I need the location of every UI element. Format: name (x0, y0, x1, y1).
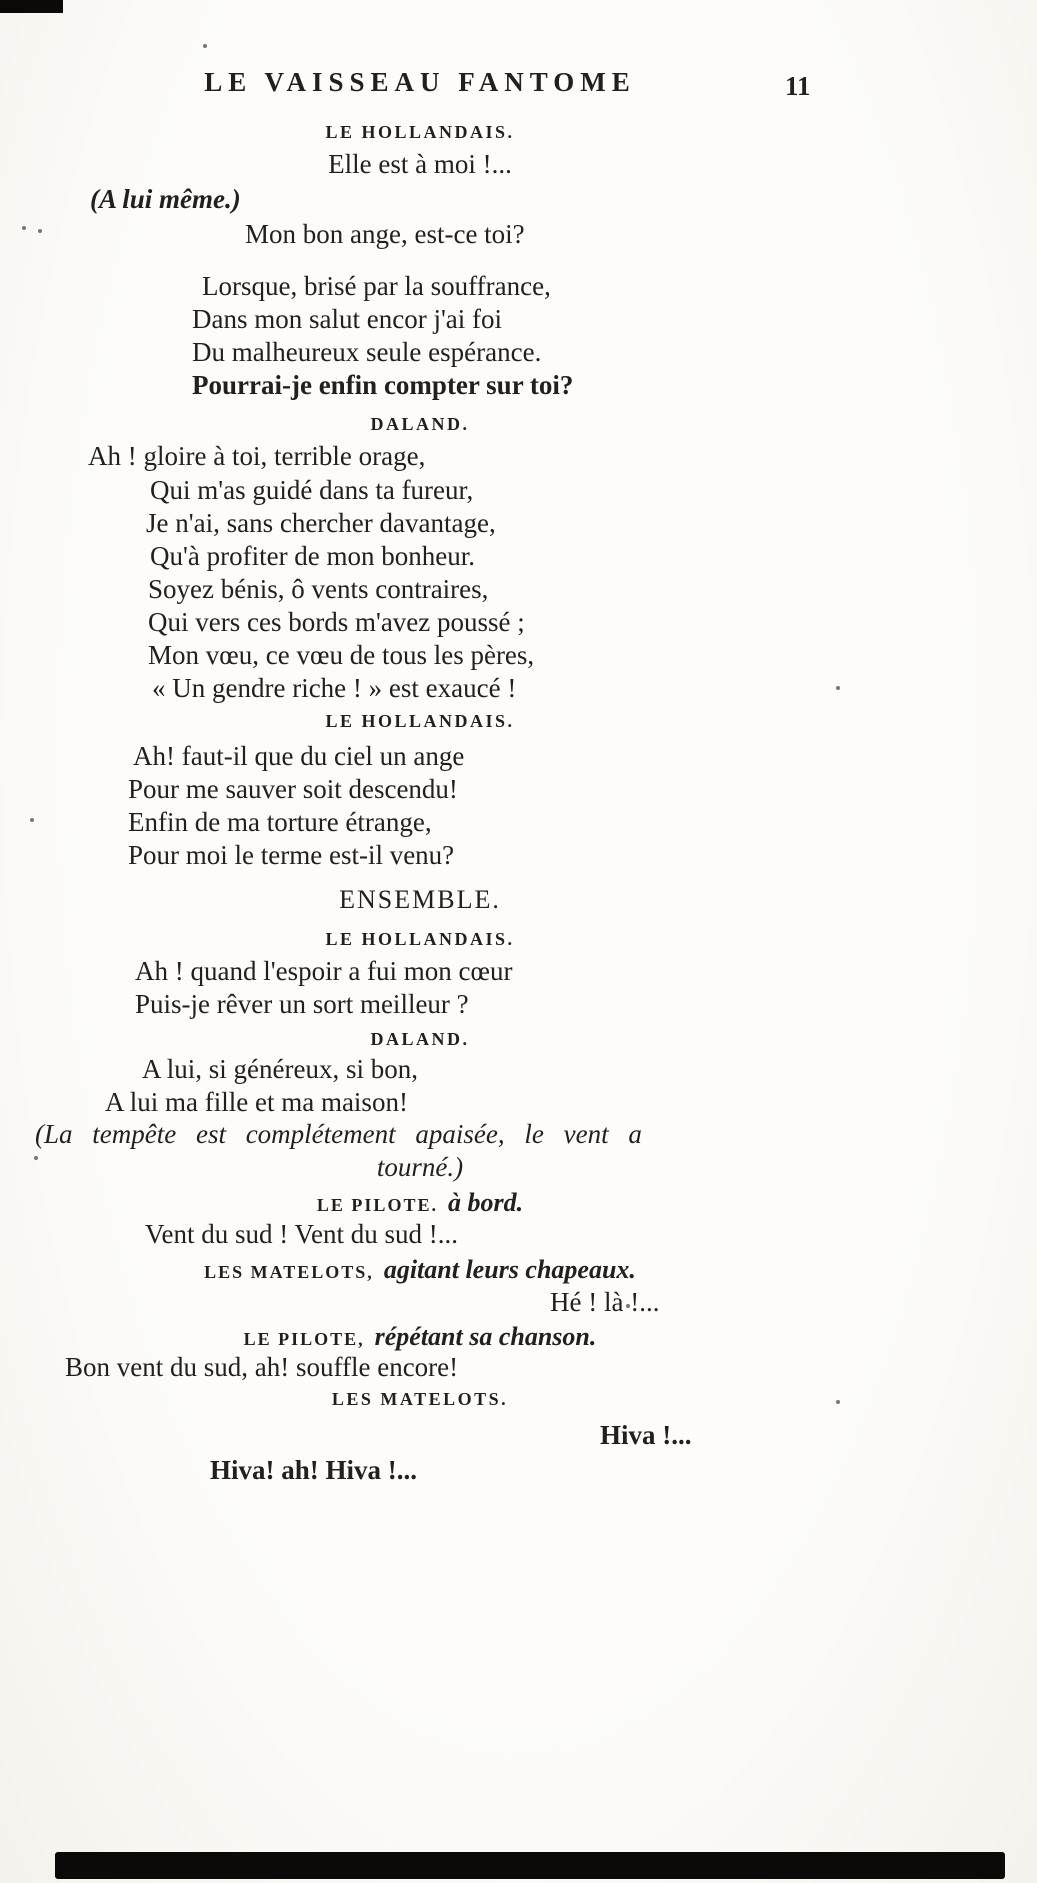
stage-direction: (La tempête est complétement apaisée, le vent a (35, 1119, 642, 1149)
verse-line: A lui ma fille et ma maison! (105, 1087, 408, 1117)
verse-line: Bon vent du sud, ah! souffle encore! (65, 1352, 459, 1382)
verse-line: « Un gendre riche ! » est exaucé ! (152, 673, 517, 703)
page-content (30, 0, 810, 1883)
speaker-heading: DALAND. (370, 414, 470, 434)
verse-line: Du malheureux seule espérance. (192, 337, 542, 367)
page-number: 11 (785, 71, 811, 101)
verse-line: Je n'ai, sans chercher davantage, (146, 508, 496, 538)
speaker-name: LES MATELOTS, (204, 1262, 374, 1282)
verse-line: Qu'à profiter de mon bonheur. (150, 541, 476, 571)
speaker-heading: LE HOLLANDAIS. (325, 122, 515, 142)
verse-line: Soyez bénis, ô vents contraires, (148, 574, 489, 604)
speaker-heading: LE HOLLANDAIS. (325, 711, 515, 731)
verse-line: Pour me sauver soit descendu! (128, 774, 458, 804)
verse-line: Ah ! gloire à toi, terrible orage, (88, 441, 426, 471)
speaker-heading (30, 1320, 810, 1352)
stage-direction: à bord. (447, 1188, 524, 1217)
scan-speck (22, 226, 26, 230)
verse-line: Pour moi le terme est-il venu? (128, 840, 455, 870)
verse-line: Vent du sud ! Vent du sud !... (145, 1219, 458, 1249)
verse-line: Hé ! là !... (550, 1287, 660, 1317)
verse-line: Mon vœu, ce vœu de tous les pères, (148, 640, 535, 670)
speaker-heading (30, 1186, 810, 1218)
scan-speck (836, 1400, 840, 1404)
stage-direction: (A lui même.) (90, 184, 241, 214)
scan-speck (836, 686, 840, 690)
stage-direction: tourné.) (376, 1152, 464, 1182)
verse-line: Lorsque, brisé par la souffrance, (202, 271, 551, 301)
verse-line: Qui vers ces bords m'avez poussé ; (148, 607, 525, 637)
verse-line: Enfin de ma torture étrange, (128, 807, 432, 837)
stage-direction: agitant leurs chapeaux. (383, 1255, 636, 1284)
section-heading: ENSEMBLE. (339, 885, 501, 914)
verse-line: Hiva !... (600, 1420, 692, 1450)
speaker-heading (30, 1253, 810, 1285)
speaker-heading: LES MATELOTS. (331, 1389, 509, 1409)
verse-line: Hiva! ah! Hiva !... (210, 1455, 417, 1485)
page-title: LE VAISSEAU FANTOME (204, 67, 636, 97)
verse-line: Elle est à moi !... (328, 149, 512, 179)
verse-line: Dans mon salut encor j'ai foi (192, 304, 503, 334)
speaker-name: LE PILOTE, (243, 1329, 365, 1349)
verse-line: A lui, si généreux, si bon, (142, 1054, 418, 1084)
speaker-heading: LE HOLLANDAIS. (325, 929, 515, 949)
verse-line: Qui m'as guidé dans ta fureur, (150, 475, 474, 505)
stage-direction: répétant sa chanson. (374, 1322, 597, 1351)
verse-line: Ah! faut-il que du ciel un ange (133, 741, 465, 771)
speaker-name: LE PILOTE. (316, 1195, 438, 1215)
verse-line: Mon bon ange, est-ce toi? (245, 219, 525, 249)
verse-line: Ah ! quand l'espoir a fui mon cœur (135, 956, 513, 986)
verse-line: Pourrai-je enfin compter sur toi? (192, 370, 574, 400)
verse-line: Puis-je rêver un sort meilleur ? (135, 989, 469, 1019)
speaker-heading: DALAND. (370, 1029, 470, 1049)
